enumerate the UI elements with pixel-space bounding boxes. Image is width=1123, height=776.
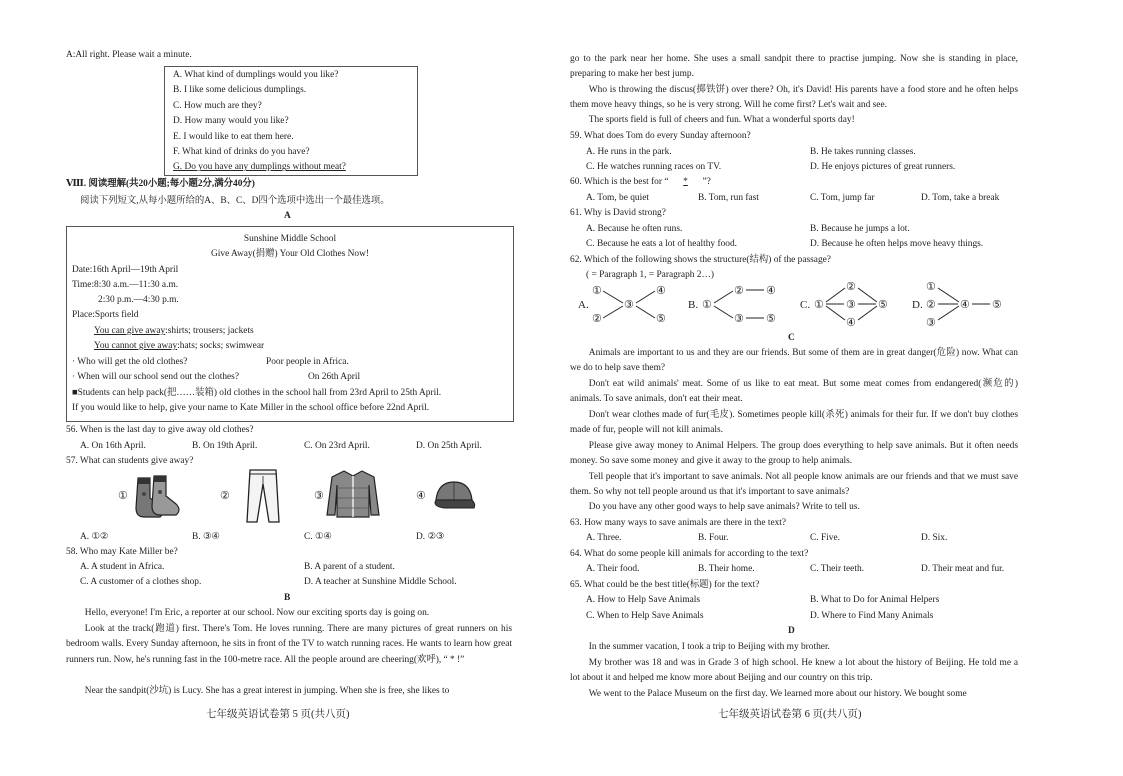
q59-option-d[interactable]: D. He enjoys pictures of great runners. bbox=[810, 162, 956, 172]
q63-option-c[interactable]: C. Five. bbox=[810, 533, 840, 543]
passage-d-paragraph-2: My brother was 18 and was in Grade 3 of high school. He knew a lot about the history of Beijing. He told me a lot about it and helped me know more about Beijing and our country on this trip. bbox=[570, 658, 1018, 684]
notice-question-1: · Who will get the old clothes? bbox=[72, 357, 188, 367]
diagram-node: ⑤ bbox=[766, 313, 776, 325]
diagram-node: ④ bbox=[656, 285, 666, 297]
passage-c-paragraph-4: Please give away money to Animal Helpers. The group does everything to help save animals. But it often needs money. So save some money and give it away to the group to help animals. bbox=[570, 441, 1018, 467]
q59-stem: 59. What does Tom do every Sunday afternoon? bbox=[570, 131, 751, 141]
passage-d-label: D bbox=[788, 626, 795, 636]
diagram-letter: D. bbox=[912, 299, 923, 311]
diagram-node: ③ bbox=[926, 317, 936, 329]
structure-diagram-a[interactable] bbox=[578, 285, 666, 325]
q57-option-d[interactable]: D. ②③ bbox=[416, 532, 445, 542]
q65-option-d[interactable]: D. Where to Find Many Animals bbox=[810, 611, 934, 621]
dialog-option: A. What kind of dumplings would you like? bbox=[173, 70, 339, 80]
passage-d-paragraph-1: In the summer vacation, I took a trip to Beijing with my brother. bbox=[588, 642, 830, 652]
structure-diagram-c[interactable] bbox=[800, 282, 888, 329]
diagram-node: ③ bbox=[734, 313, 744, 325]
q56-stem: 56. When is the last day to give away old clothes? bbox=[66, 425, 254, 435]
dialog-options-list bbox=[173, 68, 346, 176]
diagram-node: ① bbox=[814, 299, 824, 311]
notice-cannot-give bbox=[94, 339, 264, 354]
passage-b-paragraph-4: Who is throwing the discus(掷铁饼) over there? Oh, it's David! His parents have a food store and he often helps them move heavy things, so he is very strong. Will he come first? Let's wait and see. bbox=[570, 85, 1018, 111]
page-footer-left: 七年级英语试卷第 5 页(共八页) bbox=[206, 709, 350, 720]
dialog-option: G. Do you have any dumplings without meat? bbox=[173, 162, 346, 173]
q64-option-d[interactable]: D. Their meat and fur. bbox=[921, 564, 1005, 574]
diagram-node: ② bbox=[926, 299, 936, 311]
q58-option-c[interactable]: C. A customer of a clothes shop. bbox=[80, 577, 202, 587]
section-instructions: 阅读下列短文,从每小题所给的A、B、C、D四个选项中选出一个最佳选项。 bbox=[80, 196, 390, 206]
diagram-letter: A. bbox=[578, 299, 589, 311]
passage-b-paragraph-3: Near the sandpit(沙坑) is Lucy. She has a great interest in jumping. When she is free, she likes to bbox=[84, 686, 450, 696]
q59-option-c[interactable]: C. He watches running races on TV. bbox=[586, 162, 722, 172]
notice-time-morning: Time:8:30 a.m.—11:30 a.m. bbox=[72, 280, 179, 290]
q65-stem: 65. What could be the best title(标题) for the text? bbox=[570, 580, 760, 590]
diagram-letter: C. bbox=[800, 299, 811, 311]
passage-c-paragraph-3: Don't wear clothes made of fur(毛皮). Sometimes people kill(杀死) animals for their fur. If we don't buy clothes made of fur, people will not kill animals. bbox=[570, 410, 1018, 436]
q58-option-a[interactable]: A. A student in Africa. bbox=[80, 562, 165, 572]
q62-note: ( = Paragraph 1, = Paragraph 2…) bbox=[586, 270, 714, 280]
q58-option-b[interactable]: B. A parent of a student. bbox=[304, 562, 395, 572]
trousers-icon bbox=[246, 468, 280, 524]
dialog-options-box bbox=[164, 66, 418, 176]
q56-option-d[interactable]: D. On 25th April. bbox=[416, 441, 482, 451]
q63-option-b[interactable]: B. Four. bbox=[698, 533, 729, 543]
notice-headline: Give Away(捐赠) Your Old Clothes Now! bbox=[211, 249, 369, 259]
diagram-letter: B. bbox=[688, 299, 699, 311]
q65-option-b[interactable]: B. What to Do for Animal Helpers bbox=[810, 595, 940, 605]
q63-stem: 63. How many ways to save animals are there in the text? bbox=[570, 518, 787, 528]
q58-option-d[interactable]: D. A teacher at Sunshine Middle School. bbox=[304, 577, 457, 587]
q63-option-a[interactable]: A. Three. bbox=[586, 533, 622, 543]
diagram-node: ② bbox=[592, 313, 602, 325]
diagram-node: ② bbox=[846, 282, 856, 293]
section-title: Ⅷ. 阅读理解(共20小题;每小题2分,满分40分) bbox=[66, 179, 255, 189]
pic-number-2: ② bbox=[220, 490, 230, 502]
left-page bbox=[66, 0, 512, 776]
dialog-option: B. I like some delicious dumplings. bbox=[173, 85, 307, 96]
notice-answer-1: Poor people in Africa. bbox=[266, 357, 349, 367]
q60-stem-end: ”? bbox=[702, 177, 711, 187]
passage-b-paragraph-5: The sports field is full of cheers and fun. What a wonderful sports day! bbox=[588, 115, 855, 125]
passage-c-label: C bbox=[788, 333, 795, 343]
notice-pack-note: ■Students can help pack(把……装箱) old clothes in the school hall from 23rd April to 25th April. bbox=[72, 388, 442, 398]
diagram-node: ⑤ bbox=[656, 313, 666, 325]
diagram-node: ⑤ bbox=[878, 299, 888, 311]
page-footer-right: 七年级英语试卷第 6 页(共八页) bbox=[718, 709, 862, 720]
diagram-node: ① bbox=[592, 285, 602, 297]
passage-b-continued: go to the park near her home. She uses a small sandpit there to practise jumping. Now she is standing in place, preparing to make her best jump. bbox=[570, 54, 1018, 80]
q60-blank: * bbox=[683, 177, 688, 187]
q65-option-a[interactable]: A. How to Help Save Animals bbox=[586, 595, 701, 605]
notice-can-give bbox=[94, 324, 254, 339]
notice-time-afternoon: 2:30 p.m.—4:30 p.m. bbox=[98, 295, 179, 305]
passage-c-paragraph-2: Don't eat wild animals' meat. Some of us like to eat meat. But some meat comes from endangered(濒危的) animals. To save animals, don't eat their meat. bbox=[570, 379, 1018, 405]
notice-school: Sunshine Middle School bbox=[243, 234, 337, 244]
notice-answer-2: On 26th April bbox=[308, 372, 361, 382]
socks-icon bbox=[130, 474, 180, 520]
q59-option-a[interactable]: A. He runs in the park. bbox=[586, 147, 672, 157]
notice-box bbox=[66, 226, 514, 422]
q60-stem-start: 60. Which is the best for “ bbox=[570, 177, 669, 187]
dialog-intro: A:All right. Please wait a minute. bbox=[66, 50, 192, 60]
diagram-node: ③ bbox=[624, 299, 634, 311]
right-page bbox=[570, 0, 1018, 776]
diagram-node: ③ bbox=[846, 299, 856, 311]
q57-option-b[interactable]: B. ③④ bbox=[192, 532, 220, 542]
cannot-give-label: You cannot give away bbox=[94, 341, 178, 351]
q63-option-d[interactable]: D. Six. bbox=[921, 533, 948, 543]
passage-b-label: B bbox=[284, 593, 291, 603]
q60-option-b[interactable]: B. Tom, run fast bbox=[698, 193, 759, 203]
can-give-label: You can give away bbox=[94, 326, 166, 336]
q56-option-a[interactable]: A. On 16th April. bbox=[80, 441, 146, 451]
q61-option-b[interactable]: B. Because he jumps a lot. bbox=[810, 224, 910, 234]
jacket-icon bbox=[326, 468, 380, 520]
structure-diagram-d[interactable] bbox=[912, 282, 1002, 329]
q64-stem: 64. What do some people kill animals for according to the text? bbox=[570, 549, 809, 559]
q61-option-c[interactable]: C. Because he eats a lot of healthy food. bbox=[586, 239, 737, 249]
pic-number-4: ④ bbox=[416, 490, 426, 502]
q58-stem: 58. Who may Kate Miller be? bbox=[66, 547, 178, 557]
passage-c-paragraph-6: Do you have any other good ways to help save animals? Write to tell us. bbox=[588, 502, 860, 512]
dialog-option: D. How many would you like? bbox=[173, 116, 289, 127]
pic-number-3: ③ bbox=[314, 490, 324, 502]
cannot-give-items: :hats; socks; swimwear bbox=[177, 341, 265, 351]
q56-option-b[interactable]: B. On 19th April. bbox=[192, 441, 258, 451]
q64-option-a[interactable]: A. Their food. bbox=[586, 564, 640, 574]
can-give-items: :shirts; trousers; jackets bbox=[165, 326, 254, 336]
cap-icon bbox=[430, 478, 476, 512]
q61-stem: 61. Why is David strong? bbox=[570, 208, 666, 218]
q60-option-d[interactable]: D. Tom, take a break bbox=[921, 193, 1000, 203]
dialog-option: C. How much are they? bbox=[173, 100, 262, 111]
structure-diagrams bbox=[578, 282, 1018, 330]
diagram-node: ① bbox=[926, 282, 936, 293]
dialog-option: E. I would like to eat them here. bbox=[173, 131, 294, 142]
notice-help-note: If you would like to help, give your name to Kate Miller in the school office before 22nd April. bbox=[72, 403, 430, 413]
diagram-node: ④ bbox=[766, 285, 776, 297]
notice-place: Place:Sports field bbox=[72, 310, 139, 320]
passage-b-paragraph-2: Look at the track(跑道) first. There's Tom. He loves running. There are many pictures of great runners on his bedroom walls. Every Sunday afternoon, he sits in front of the TV to watch running races. He wants to learn how great runners run. Now, he's running fast in the 100-metre race. All the people around are cheering(欢呼), “ * !” bbox=[66, 624, 512, 665]
diagram-node: ④ bbox=[846, 317, 856, 329]
q62-stem: 62. Which of the following shows the structure(结构) of the passage? bbox=[570, 255, 831, 265]
q64-option-c[interactable]: C. Their teeth. bbox=[810, 564, 864, 574]
structure-diagram-b[interactable] bbox=[688, 285, 776, 325]
q65-option-c[interactable]: C. When to Help Save Animals bbox=[586, 611, 704, 621]
q61-option-d[interactable]: D. Because he often helps move heavy things. bbox=[810, 239, 984, 249]
q60-option-a[interactable]: A. Tom, be quiet bbox=[586, 193, 649, 203]
q60-stem bbox=[570, 175, 711, 190]
q57-option-c[interactable]: C. ①④ bbox=[304, 532, 332, 542]
passage-b-paragraph-1: Hello, everyone! I'm Eric, a reporter at our school. Now our exciting sports day is going on. bbox=[84, 608, 430, 618]
diagram-node: ① bbox=[702, 299, 712, 311]
q60-option-c[interactable]: C. Tom, jump far bbox=[810, 193, 875, 203]
pic-number-1: ① bbox=[118, 490, 128, 502]
diagram-node: ④ bbox=[960, 299, 970, 311]
q57-stem: 57. What can students give away? bbox=[66, 456, 194, 466]
q59-option-b[interactable]: B. He takes running classes. bbox=[810, 147, 916, 157]
diagram-node: ⑤ bbox=[992, 299, 1002, 311]
notice-question-2: · When will our school send out the clothes? bbox=[72, 372, 239, 382]
q56-option-c[interactable]: C. On 23rd April. bbox=[304, 441, 370, 451]
diagram-node: ② bbox=[734, 285, 744, 297]
passage-a-label: A bbox=[284, 211, 291, 221]
q61-option-a[interactable]: A. Because he often runs. bbox=[586, 224, 683, 234]
passage-c-paragraph-5: Tell people that it's important to save animals. Not all people know animals are our friends and that we must save them. So why not tell people around us that it's important to save animals? bbox=[570, 472, 1018, 498]
dialog-option: F. What kind of drinks do you have? bbox=[173, 147, 310, 158]
passage-c-paragraph-1: Animals are important to us and they are our friends. But some of them are in great danger(危险) now. What can we do to help save them? bbox=[570, 348, 1018, 374]
passage-d-paragraph-3: We went to the Palace Museum on the first day. We learned more about our history. We bought some bbox=[588, 689, 967, 699]
q64-option-b[interactable]: B. Their home. bbox=[698, 564, 755, 574]
q57-option-a[interactable]: A. ①② bbox=[80, 532, 109, 542]
notice-date: Date:16th April—19th April bbox=[72, 265, 179, 275]
